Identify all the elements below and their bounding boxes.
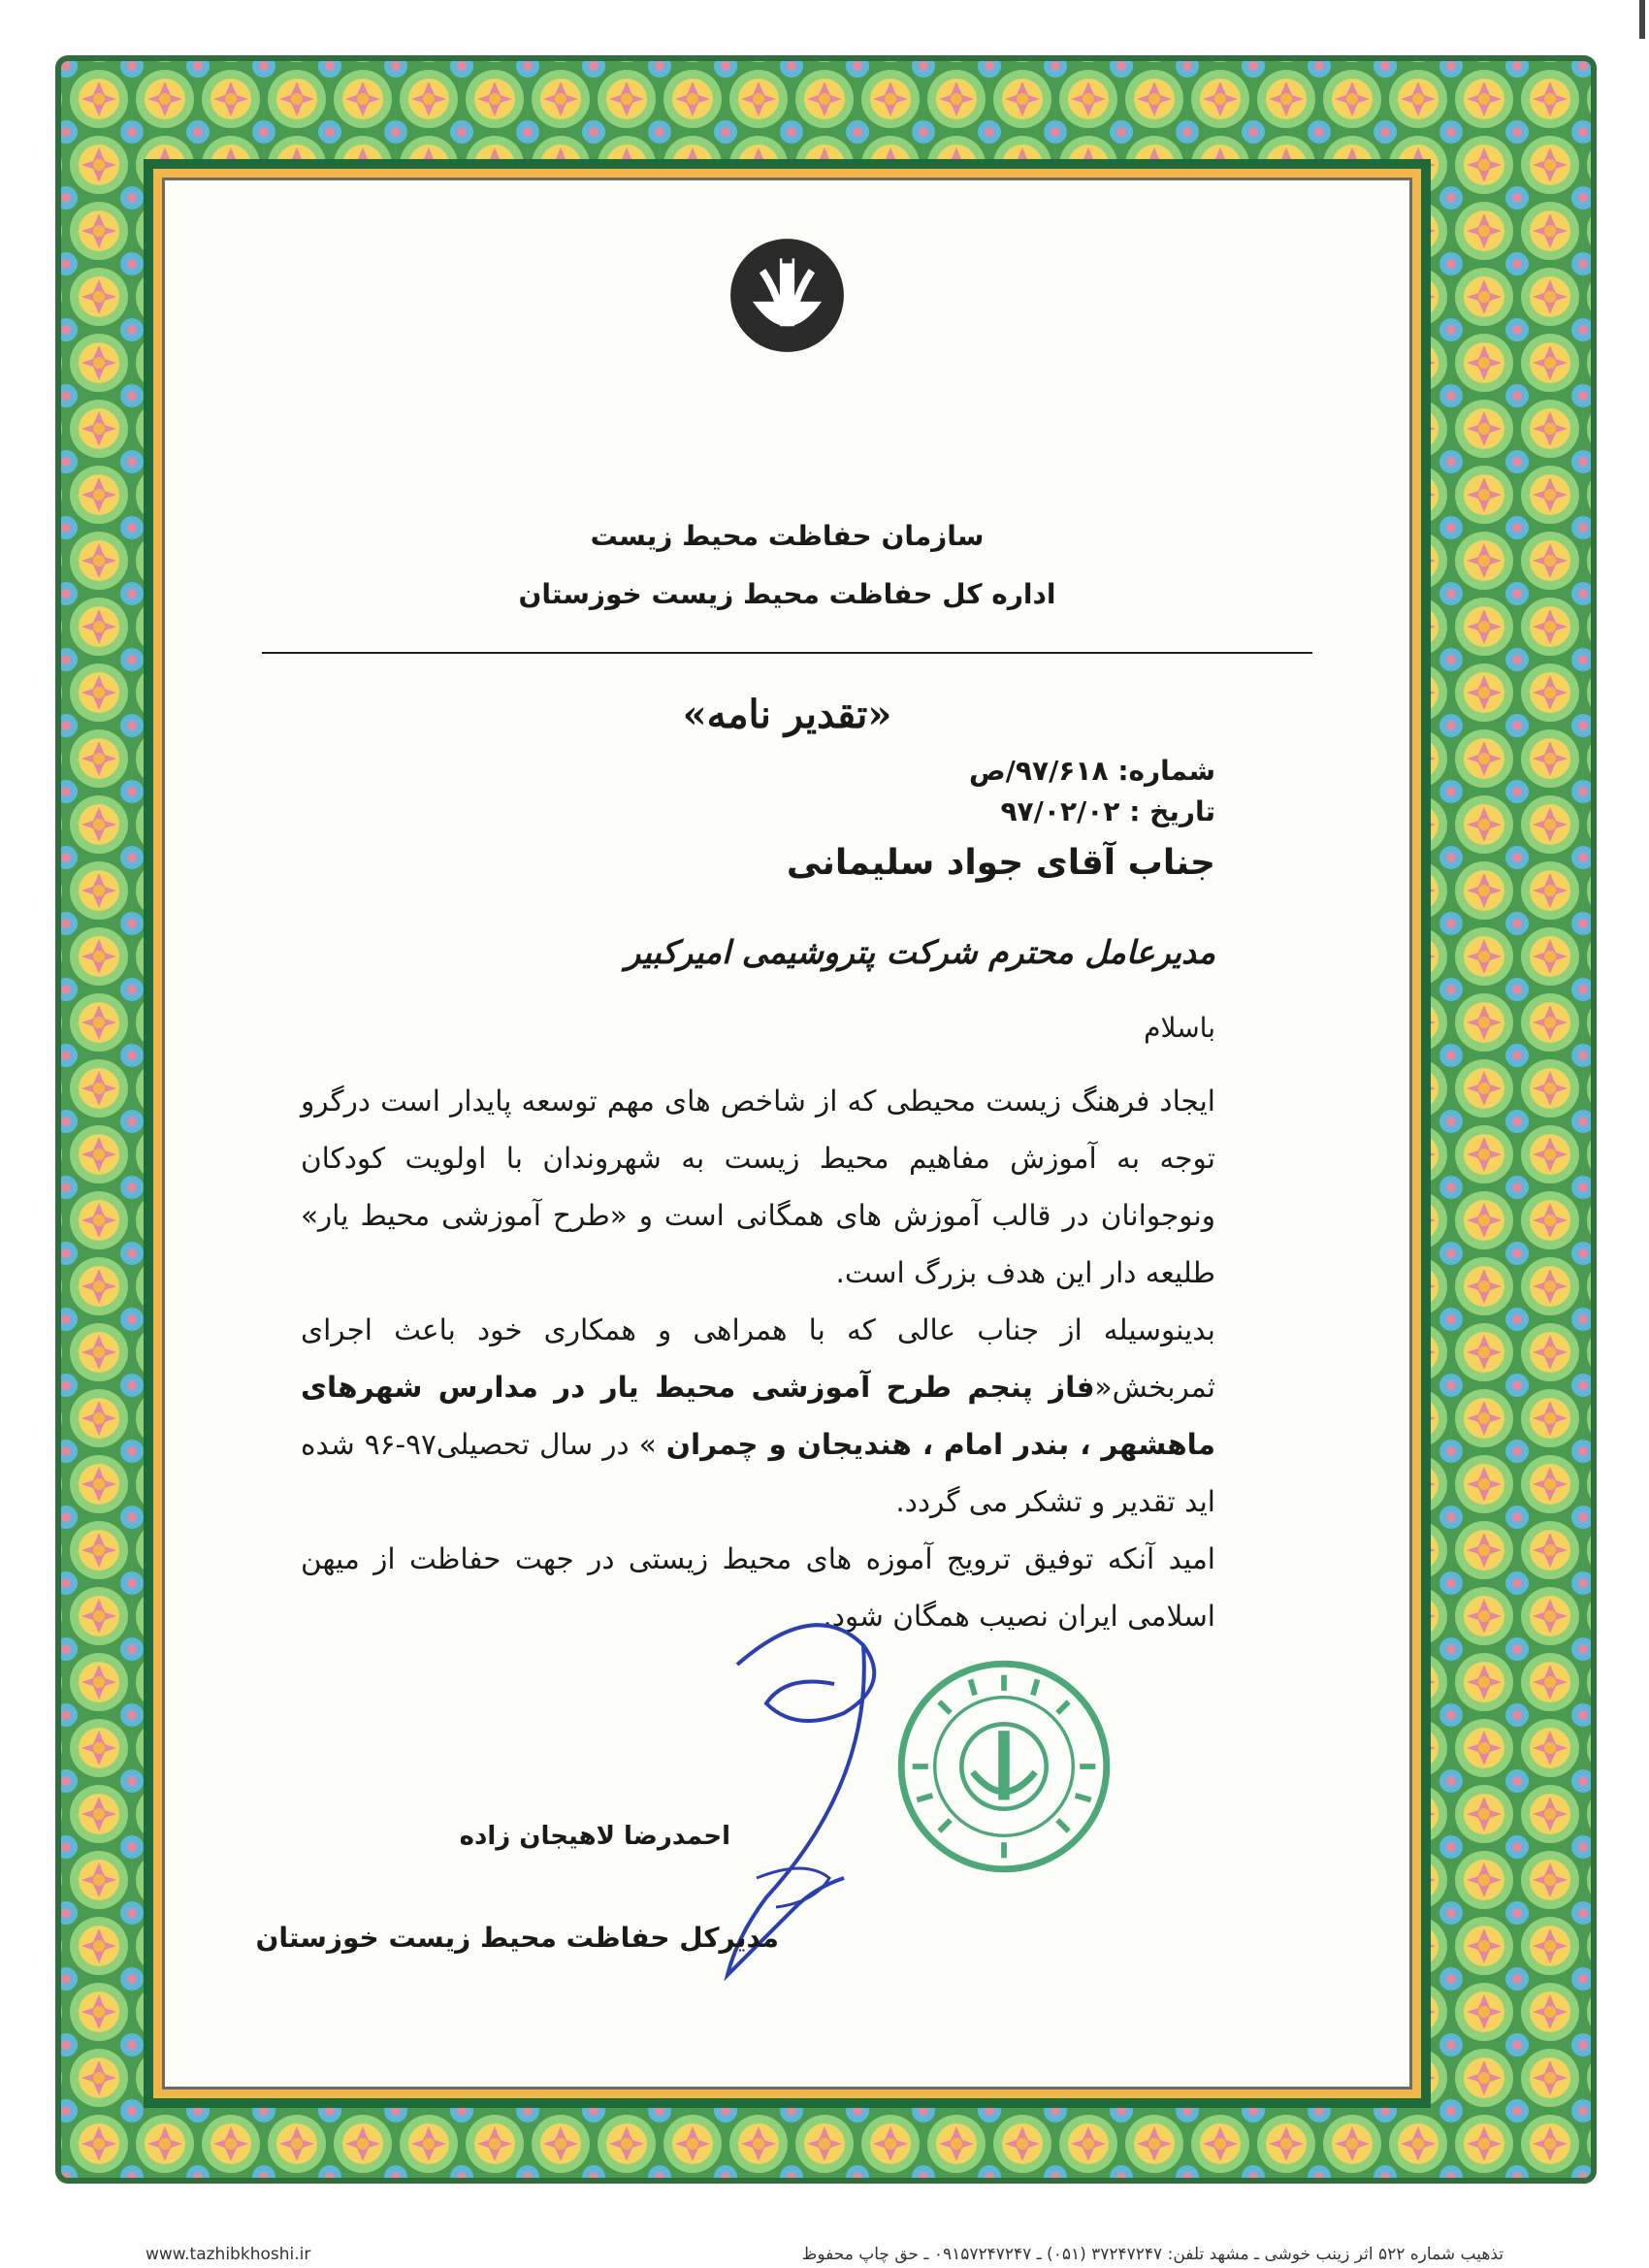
recipient-name: جناب آقای جواد سلیمانی: [786, 843, 1215, 883]
body-paragraph-3: امید آنکه توفیق ترویج آموزه های محیط زیستی در جهت حفاظت از میهن اسلامی ایران نصیب همگان شود.: [301, 1542, 1215, 1633]
letter-number: شماره: ۹۷/۶۱۸/ص: [968, 755, 1215, 787]
department-name: اداره کل حفاظت محیط زیست خوزستان: [518, 578, 1056, 610]
body-paragraph-2-emphasis: فاز پنجم طرح آموزشی محیط یار در مدارس شهرهای ماهشهر ، بندر امام ، هندیجان و چمران: [301, 1371, 1216, 1461]
organization-name: سازمان حفاظت محیط زیست: [590, 520, 985, 552]
header-divider: [262, 652, 1312, 654]
body-paragraph-2-start: بدینوسیله از جناب عالی که با همراهی و همکاری خود باعث اجرای ثمربخش«: [301, 1313, 1215, 1404]
signatory-name: احمدرضا لاهیجان زاده: [459, 1822, 730, 1851]
body-paragraph-1: ایجاد فرهنگ زیست محیطی که از شاخص های مهم توسعه پایدار است درگرو توجه به آموزش مفاهیم محیط زیست به شهروندان با اولویت کودکان ونوجوانان در قالب آموزش های همگانی است و «طرح آموزشی محیط یار» طلیعه دار این هدف بزرگ است.: [301, 1085, 1215, 1289]
signatory-title: مدیرکل حفاظت محیط زیست خوزستان: [255, 1922, 779, 1954]
letter-body: [301, 1073, 1215, 1645]
footer-note: تذهیب شماره ۵۲۲ اثر زینب خوشی ـ مشهد تلفن: ۳۷۲۴۷۲۴۷ (۰۵۱) ـ ۰۹۱۵۷۲۴۷۲۴۷ ـ حق چاپ محفوظ: [801, 2245, 1504, 2264]
certificate-paper: [165, 180, 1409, 2087]
printer-footer: [146, 2245, 1504, 2264]
document-title: «تقدیر نامه»: [682, 692, 892, 737]
recipient-position: مدیرعامل محترم شرکت پتروشیمی امیرکبیر: [625, 933, 1215, 971]
body-paragraph-2: [301, 1302, 1215, 1531]
letter-date: تاریخ : ۹۷/۰۲/۰۲: [1000, 795, 1215, 827]
footer-website: www.tazhibkhoshi.ir: [146, 2245, 311, 2264]
body-paragraph-2-end: » در سال تحصیلی۹۷-۹۶ شده اید تقدیر و تشکر می گردد.: [301, 1428, 1215, 1518]
greeting: باسلام: [1144, 1012, 1215, 1044]
organization-logo-icon: [726, 234, 849, 357]
